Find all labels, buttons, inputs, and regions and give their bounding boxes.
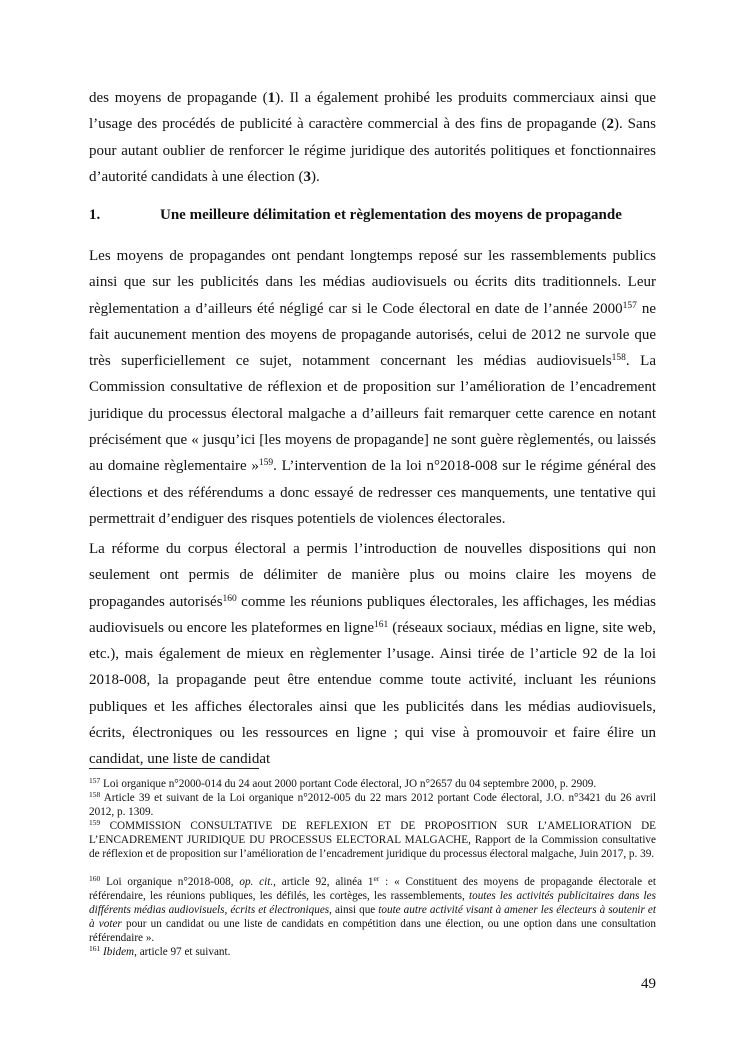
footnote-number: 157 <box>89 776 101 785</box>
footnote-ref-158[interactable]: 158 <box>611 353 626 364</box>
footnote-ref-160[interactable]: 160 <box>222 593 237 604</box>
footnote-160 <box>89 875 656 945</box>
section-number: 1. <box>89 207 101 223</box>
footnote-text: Loi organique n°2000-014 du 24 aout 2000 portant Code électoral, JO n°2657 du 04 septembre 2000, p. 2909. <box>100 778 597 790</box>
footnote-text: , article 92, alinéa 1 <box>273 876 374 888</box>
footnote-158 <box>89 791 656 819</box>
section-title: Une meilleure délimitation et règlementation des moyens de propagande <box>160 207 622 223</box>
footnote-text: Loi organique n°2018-008, <box>100 876 240 888</box>
para2-text-2: comme les réunions publiques électorales, les affichages, les médias audiovisuels ou encore les plateformes en ligne <box>89 593 656 636</box>
footnote-text: Article 39 et suivant de la Loi organique n°2012-005 du 22 mars 2012 portant Code électoral, J.O. n°3421 du 26 avril 2012, p. 1309. <box>89 792 656 818</box>
paragraph-2 <box>89 536 656 773</box>
paragraph-1 <box>89 243 656 532</box>
footnote-number: 160 <box>89 874 101 883</box>
footnote-text: , article 97 et suivant. <box>134 946 231 958</box>
page-number: 49 <box>641 976 656 992</box>
ordinal-superscript: er <box>373 874 380 883</box>
intro-text-1: des moyens de propagande ( <box>89 90 268 106</box>
para1-text-1: Les moyens de propagandes ont pendant longtemps reposé sur les rassemblements publics ainsi que sur les publicités dans les médias audiovisuels ou écrits dits traditionnels. Leur règlementation a d’ailleurs été négligé car si le Code électoral en date de l’année 2000 <box>89 248 656 317</box>
footnote-number: 161 <box>89 944 101 953</box>
intro-ref-3: 3 <box>303 168 311 185</box>
intro-ref-2: 2 <box>606 116 614 133</box>
intro-paragraph <box>89 85 656 190</box>
intro-text-4: ). <box>311 168 320 185</box>
footnote-text: , ainsi que <box>329 904 379 916</box>
intro-text-2: ). Il a également prohibé les produits commerciaux ainsi que l’usage des procédés de publicité à caractère commercial à des fins de propagande ( <box>89 90 656 133</box>
para2-text-3: (réseaux sociaux, médias en ligne, site web, etc.), mais également de mieux en règlementer l’usage. Ainsi tirée de l’article 92 de la loi 2018-008, la propagande peut être entendue comme toute activité, incluant les réunions publiques et les affiches électorales ainsi que les publicités dans les médias audiovisuels, écrits, électroniques ou les ressources en ligne ; qui vise à promouvoir et faire élire un candidat, une liste de candidat <box>89 619 656 768</box>
footnote-separator <box>89 768 259 769</box>
footnote-text: : « Constituent des moyens de propagande électorale et référendaire, les réunions publiques, les défilés, les cortèges, les rassemblements, <box>89 876 657 902</box>
para2-text-1: La réforme du corpus électoral a permis l’introduction de nouvelles dispositions qui non seulement ont permis de délimiter de manière plus ou moins claire les moyens de propagandes autorisés <box>89 541 656 610</box>
intro-text-3: ). Sans pour autant oublier de renforcer le régime juridique des autorités politiques et fonctionnaires d’autorité candidats à une élection ( <box>89 116 656 185</box>
footnote-italic-text: toute autre activité visant à amener les électeurs à soutenir et à voter <box>89 904 656 930</box>
para1-text-3: . La Commission consultative de réflexion et de proposition sur l’amélioration de l’encadrement juridique du processus électoral malgache a d’ailleurs fait remarquer cette carence en notant précisément que « jusqu’ici [les moyens de propagande] ne sont guère règlementés, ou laissés au domaine règlementaire » <box>89 353 656 475</box>
footnote-161 <box>89 945 656 959</box>
footnote-ref-159[interactable]: 159 <box>258 458 274 469</box>
footnote-159 <box>89 819 656 861</box>
intro-ref-1: 1 <box>267 90 276 106</box>
footnote-text: COMMISSION CONSULTATIVE DE REFLEXION ET DE PROPOSITION SUR L’AMELIORATION DE L’ENCADREMENT JURIDIQUE DU PROCESSUS ELECTORAL MALGACHE, Rapport de la Commission consultative de réflexion et de proposition sur l’amélioration de l’encadrement juridique du processus électoral malgache, Juin 2017, p. 39. <box>89 820 656 860</box>
footnote-text: pour un candidat ou une liste de candidats en compétition dans une élection, ou une option dans une consultation référendaire ». <box>89 918 656 944</box>
footnote-number: 159 <box>89 818 101 827</box>
para1-text-4: . L’intervention de la loi n°2018-008 sur le régime général des élections et des référendums a donc essayé de redresser ces manquements, une tentative qui permettrait d’endiguer des risques potentiels de violences électorales. <box>89 458 656 527</box>
footnote-ref-157[interactable]: 157 <box>622 300 637 311</box>
footnote-number: 158 <box>89 790 101 799</box>
section-heading <box>89 205 656 225</box>
footnote-italic-text: Ibidem <box>103 946 135 958</box>
footnote-italic-text: op. cit. <box>239 876 274 888</box>
footnote-italic-text: toutes les activités publicitaires dans les différents médias audiovisuels, écrits et électroniques <box>89 890 656 916</box>
para1-text-2: ne fait aucunement mention des moyens de propagande autorisés, celui de 2012 ne survole que très superficiellement ce sujet, notamment concernant les médias audiovisuels <box>89 300 657 370</box>
footnote-ref-161[interactable]: 161 <box>374 619 389 630</box>
footnote-157 <box>89 777 656 791</box>
